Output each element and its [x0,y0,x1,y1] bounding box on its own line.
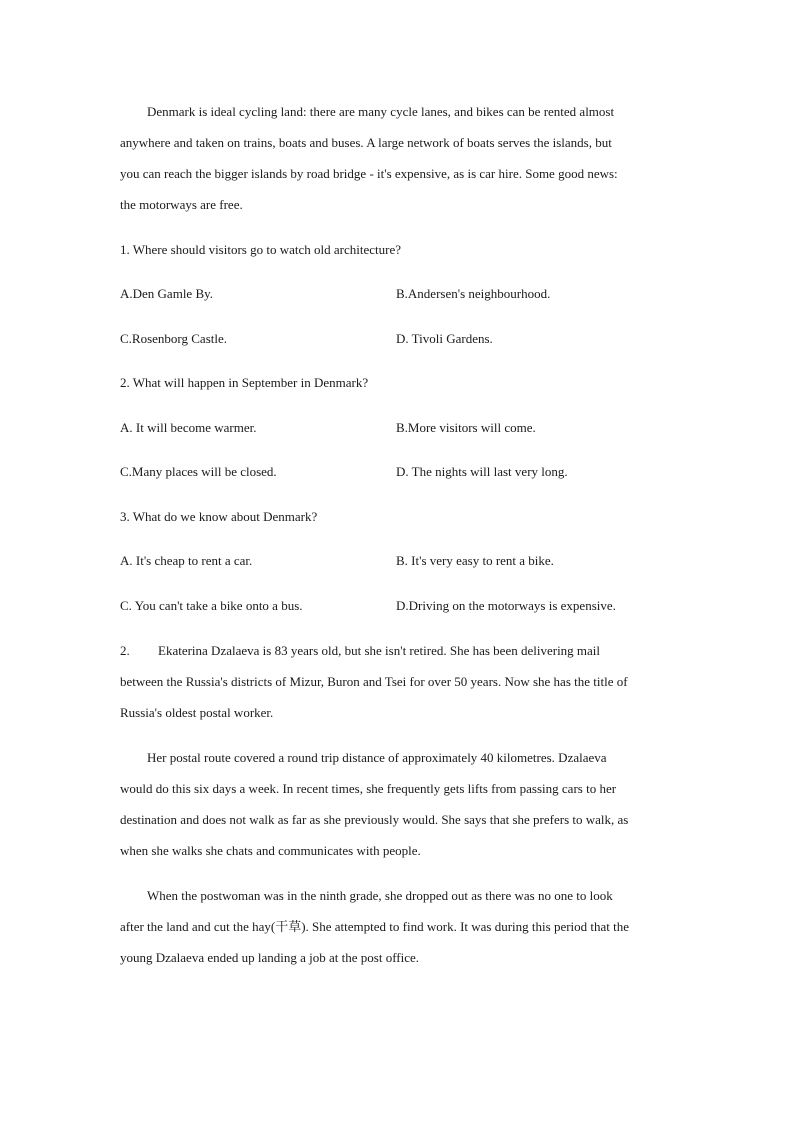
option-c: C. You can't take a bike onto a bus. [120,598,303,613]
question-stem: 2. What will happen in September in Denmark? [120,375,369,390]
option-d: D. Tivoli Gardens. [396,331,493,346]
passage2-line: Russia's oldest postal worker. [120,705,274,720]
passage2-number: 2. [120,643,130,658]
option-a: A. It will become warmer. [120,420,257,435]
passage2-line: When the postwoman was in the ninth grade, she dropped out as there was no one to look [147,888,613,903]
passage1-line: anywhere and taken on trains, boats and buses. A large network of boats serves the islands, but [120,135,612,150]
question-stem: 3. What do we know about Denmark? [120,509,318,524]
option-b: B. It's very easy to rent a bike. [396,553,554,568]
passage1-line: Denmark is ideal cycling land: there are many cycle lanes, and bikes can be rented almost [147,104,615,119]
option-a: A.Den Gamle By. [120,286,214,301]
option-c: C.Rosenborg Castle. [120,331,228,346]
passage2-line: between the Russia's districts of Mizur, Buron and Tsei for over 50 years. Now she has the title of [120,674,628,689]
option-b: B.Andersen's neighbourhood. [396,286,551,301]
passage2-line: destination and does not walk as far as she previously would. She says that she prefers to walk, as [120,812,629,827]
option-b: B.More visitors will come. [396,420,536,435]
passage2-line: young Dzalaeva ended up landing a job at the post office. [120,950,420,965]
passage2-line: after the land and cut the hay(干草). She attempted to find work. It was during this period that the [120,919,630,934]
passage1-line: you can reach the bigger islands by road bridge - it's expensive, as is car hire. Some good news: [120,166,618,181]
option-a: A. It's cheap to rent a car. [120,553,253,568]
passage1-line: the motorways are free. [120,197,243,212]
passage2-line: when she walks she chats and communicates with people. [120,843,421,858]
question-stem: 1. Where should visitors go to watch old architecture? [120,242,401,257]
passage2-line: Her postal route covered a round trip distance of approximately 40 kilometres. Dzalaeva [147,750,607,765]
passage2-line: would do this six days a week. In recent times, she frequently gets lifts from passing cars to her [120,781,617,796]
option-d: D.Driving on the motorways is expensive. [396,598,616,613]
passage2-first-line: Ekaterina Dzalaeva is 83 years old, but she isn't retired. She has been delivering mail [158,643,601,658]
option-d: D. The nights will last very long. [396,464,568,479]
option-c: C.Many places will be closed. [120,464,277,479]
